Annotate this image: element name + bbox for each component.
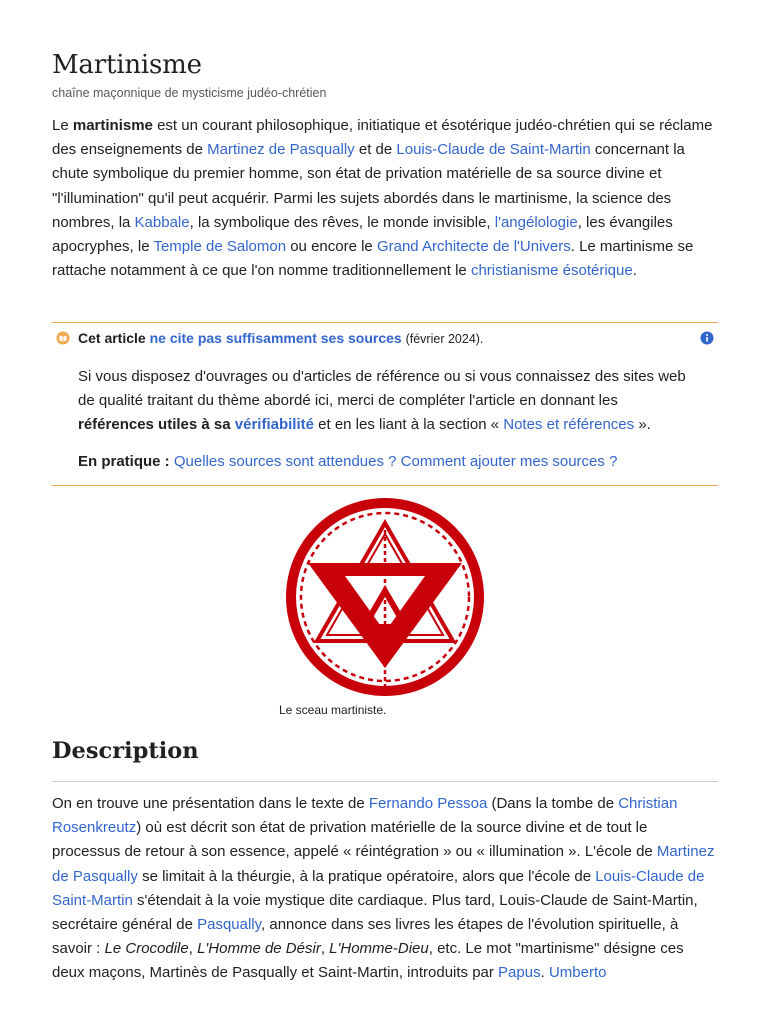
link-pasqually[interactable]: Pasqually [197, 916, 262, 934]
page-subtitle: chaîne maçonnique de mysticisme judéo-chrétien [52, 86, 327, 100]
banner-practice: En pratique : Quelles sources sont attendues ? Comment ajouter mes sources ? [78, 453, 618, 470]
link-temple-de-salomon[interactable]: Temple de Salomon [153, 238, 287, 256]
link-kabbale[interactable]: Kabbale [134, 213, 190, 231]
link-louis-claude-de-saint-martin-2[interactable]: Louis-Claude de Saint-Martin [52, 867, 705, 909]
sources-warning-banner [52, 322, 718, 486]
link-angelologie[interactable]: l'angélologie [494, 213, 578, 231]
link-grand-architecte[interactable]: Grand Architecte de l'Univers [376, 238, 571, 256]
section-heading-description: Description [52, 738, 718, 782]
banner-heading: Cet article ne cite pas suffisamment ses sources (février 2024). [78, 330, 484, 346]
link-notes-et-references[interactable]: Notes et références [503, 416, 635, 434]
link-christianisme-esoterique[interactable]: christianisme ésotérique [470, 262, 633, 280]
description-paragraph: On en trouve une présentation dans le texte de Fernando Pessoa (Dans la tombe de Christian Rosenkreutz) où est décrit son état de privation matérielle de la source divine et de tout le processus de retour à son essence, appelé « réintégration » ou « illumination ». L'école de Martinez de Pasqually se limitait à la théurgie, à la pratique opératoire, alors que l'école de Louis-Claude de Saint-Martin s'étendait à la voie mystique dite cardiaque. Plus tard, Louis-Claude de Saint-Martin, secrétaire général de Pasqually, annonce dans ses livres les étapes de l'évolution spirituelle, à savoir : Le Crocodile, L'Homme de Désir, L'Homme-Dieu, etc. Le mot "martinisme" désigne ces deux maçons, Martinès de Pasqually et Saint-Martin, introduits par Papus. Umberto [52, 795, 715, 982]
link-martinez-de-pasqually[interactable]: Martinez de Pasqually [207, 141, 355, 159]
banner-date: (février 2024). [405, 332, 484, 346]
link-christian-rosenkreutz[interactable]: Christian Rosenkreutz [52, 795, 678, 837]
link-sources-insuffisantes[interactable]: ne cite pas suffisamment ses sources [149, 330, 402, 346]
book-warning-icon [56, 331, 70, 345]
martinist-seal[interactable] [278, 496, 492, 698]
link-comment-ajouter-sources[interactable]: Comment ajouter mes sources ? [400, 453, 618, 470]
link-louis-claude-de-saint-martin[interactable]: Louis-Claude de Saint-Martin [396, 141, 591, 159]
intro-paragraph: Le martinisme est un courant philosophique, initiatique et ésotérique judéo-chrétien qui se réclame des enseignements de Martinez de Pasqually et de Louis-Claude de Saint-Martin concernant la chute symbolique du premier homme, son état de privation matérielle de sa source divine et "l'illumination" qu'il peut acquérir. Parmi les sujets abordés dans le martinisme, la science des nombres, la Kabbale, la symbolique des rêves, le monde invisible, l'angélologie, les évangiles apocryphes, le Temple de Salomon ou encore le Grand Architecte de l'Univers. Le martinisme se rattache notamment à ce que l'on nomme traditionnellement le christianisme ésotérique. [52, 117, 713, 280]
link-quelles-sources[interactable]: Quelles sources sont attendues ? [173, 453, 397, 470]
intro-bold-term: martinisme [72, 117, 153, 134]
info-icon[interactable] [700, 331, 714, 345]
banner-body: Si vous disposez d'ouvrages ou d'articles de référence ou si vous connaissez des sites web de qualité traitant du thème abordé ici, merci de compléter l'article en donnant les références utiles à sa vérifiabilité et en les liant à la section « Notes et références ». [78, 368, 686, 434]
link-papus[interactable]: Papus [498, 964, 541, 982]
figure-caption: Le sceau martiniste. [279, 703, 387, 717]
link-verifiabilite[interactable]: vérifiabilité [234, 416, 314, 434]
link-martinez-de-pasqually-2[interactable]: Martinez de Pasqually [52, 843, 715, 885]
link-fernando-pessoa[interactable]: Fernando Pessoa [368, 795, 488, 812]
article-figure [278, 496, 492, 717]
page-title: Martinisme [52, 50, 202, 80]
link-umberto[interactable]: Umberto [548, 964, 607, 982]
